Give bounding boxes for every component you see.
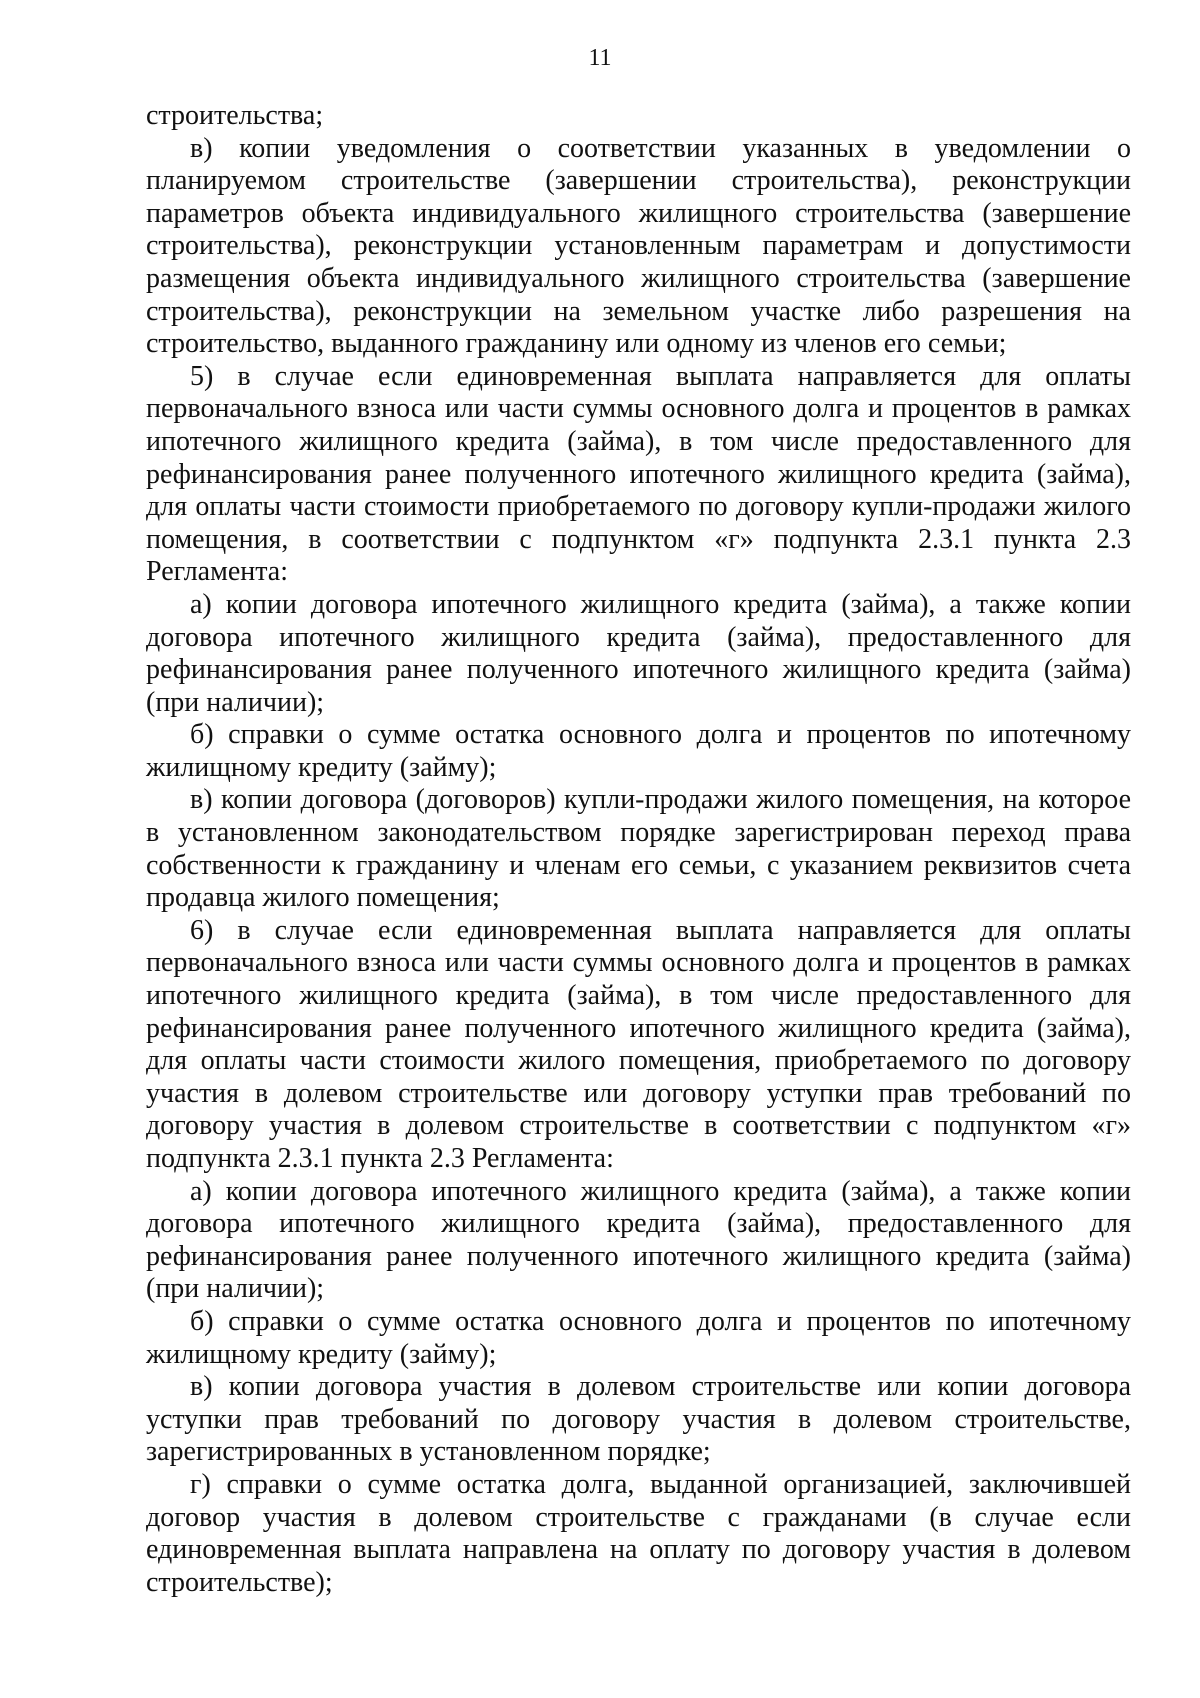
page-number: 11 bbox=[588, 45, 612, 71]
paragraph-item-5b: б) справки о сумме остатка основного долга и процентов по ипотечному жилищному кредиту (займу); bbox=[146, 719, 1131, 783]
paragraph-item-5v: в) копии договора (договоров) купли-продажи жилого помещения, на которое в установленном законодательством порядке зарегистрирован переход права собственности к гражданину и членам его семьи, с указанием реквизитов счета продавца жилого помещения; bbox=[146, 784, 1131, 914]
document-body bbox=[146, 100, 1131, 1599]
paragraph-item-6v: в) копии договора участия в долевом строительстве или копии договора уступки прав требований по договору участия в долевом строительстве, зарегистрированных в установленном порядке; bbox=[146, 1371, 1131, 1468]
paragraph-item-6a: а) копии договора ипотечного жилищного кредита (займа), а также копии договора ипотечного жилищного кредита (займа), предоставленного для рефинансирования ранее полученного ипотечного жилищного кредита (займа) (при наличии); bbox=[146, 1175, 1131, 1305]
paragraph-item-5: 5) в случае если единовременная выплата направляется для оплаты первоначального взноса или части суммы основного долга и процентов в рамках ипотечного жилищного кредита (займа), в том числе предоставленного для рефинансирования ранее полученного ипотечного жилищного кредита (займа), для оплаты части стоимости приобретаемого по договору купли-продажи жилого помещения, в соответствии с подпунктом «г» подпункта 2.3.1 пункта 2.3 Регламента: bbox=[146, 360, 1131, 588]
paragraph-item-6b: б) справки о сумме остатка основного долга и процентов по ипотечному жилищному кредиту (займу); bbox=[146, 1305, 1131, 1370]
paragraph-item-4v: в) копии уведомления о соответствии указанных в уведомлении о планируемом строительстве (завершении строительства), реконструкции параметров объекта индивидуального жилищного строительства (завершение строительства), реконструкции установленным параметрам и допустимости размещения объекта индивидуального жилищного строительства (завершение строительства), реконструкции на земельном участке либо разрешения на строительство, выданного гражданину или одному из членов его семьи; bbox=[146, 132, 1131, 360]
paragraph-item-5a: а) копии договора ипотечного жилищного кредита (займа), а также копии договора ипотечного жилищного кредита (займа), предоставленного для рефинансирования ранее полученного ипотечного жилищного кредита (займа) (при наличии); bbox=[146, 588, 1131, 718]
paragraph-continuation: строительства; bbox=[146, 100, 324, 131]
paragraph-item-6: 6) в случае если единовременная выплата направляется для оплаты первоначального взноса или части суммы основного долга и процентов в рамках ипотечного жилищного кредита (займа), в том числе предоставленного для рефинансирования ранее полученного ипотечного жилищного кредита (займа), для оплаты части стоимости жилого помещения, приобретаемого по договору участия в долевом строительстве или договору уступки прав требований по договору участия в долевом строительстве в соответствии с подпунктом «г» подпункта 2.3.1 пункта 2.3 Регламента: bbox=[146, 914, 1131, 1174]
paragraph-item-6g: г) справки о сумме остатка долга, выданной организацией, заключившей договор участия в долевом строительстве с гражданами (в случае если единовременная выплата направлена на оплату по договору участия в долевом строительстве); bbox=[146, 1468, 1131, 1598]
